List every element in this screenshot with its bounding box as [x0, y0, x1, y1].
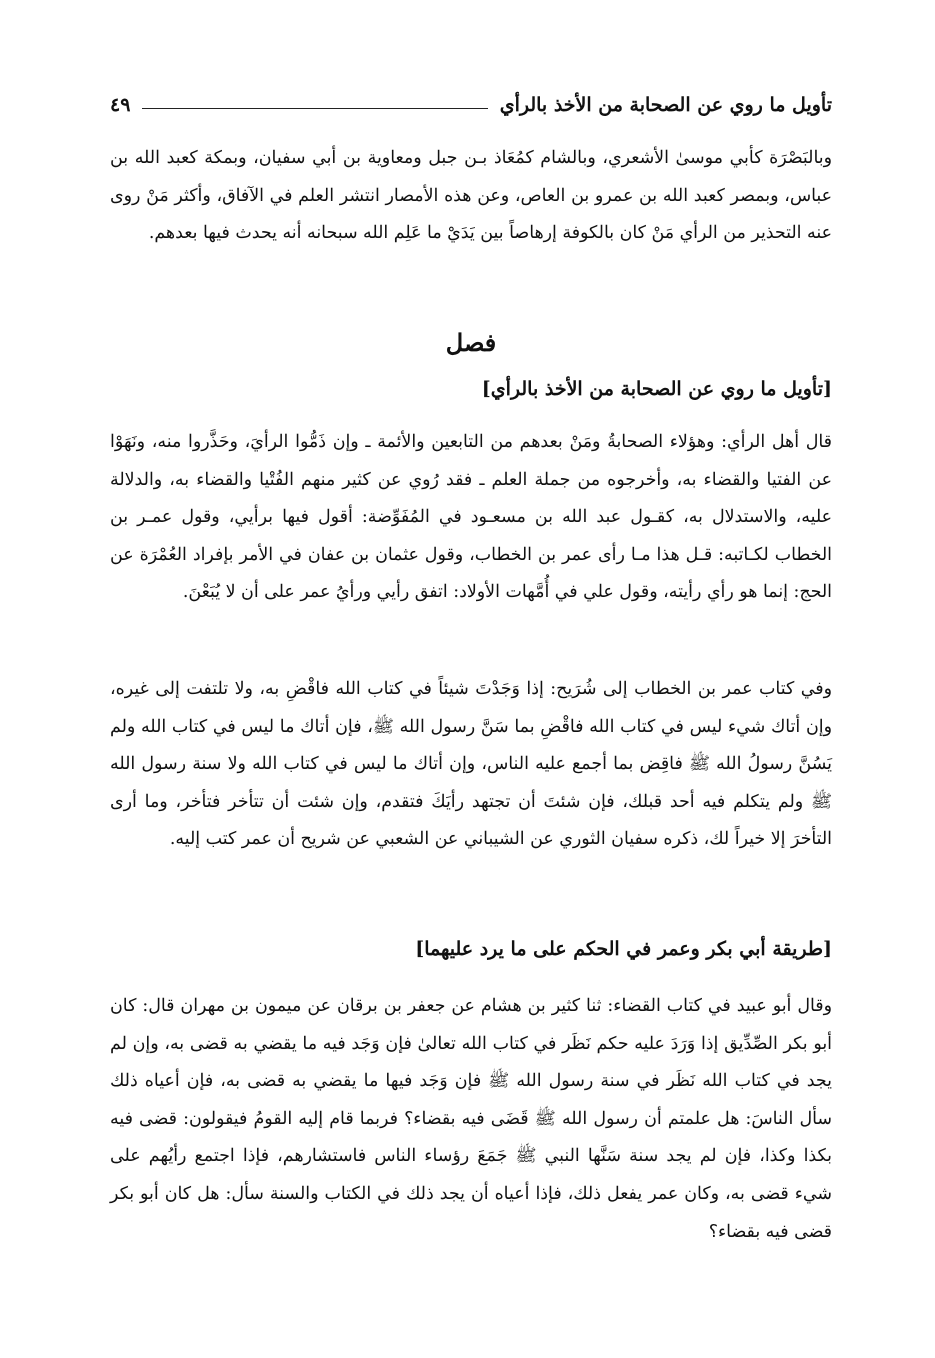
paragraph-2: قال أهل الرأي: وهؤلاء الصحابةُ ومَنْ بعدهم من التابعين والأئمة ـ وإن ذَمُّوا الرأيَ، وحَذَّروا منه، ونَهَوْا عن الفتيا والقضاء به، وأخرجوه من جملة العلم ـ فقد رُوي عن كثير منهم الفُتْيا والقضاء به، والدلالة عليه، والاستدلال به، كقـول عبد الله بن مسعـود في المُفَوِّضة: أقول فيها برأيي، وقول عمـر بن الخطاب لكـاتبه: قـل هذا مـا رأى عمر بن الخطاب، وقول عثمان بن عفان في الأمر بإفراد العُمْرَة عن الحج: إنما هو رأي رأيته، وقول علي في أُمَّهات الأولاد: اتفق رأيي ورأيُ عمر على أن لا يُبَعْنَ. — [110, 432, 832, 603]
page-number: ٤٩ — [110, 94, 131, 116]
paragraph-3: وفي كتاب عمر بن الخطاب إلى شُرَيح: إذا وَجَدْتَ شيئاً في كتاب الله فاقْضِ به، ولا تلتفت إلى غيره، وإن أتاك شيء ليس في كتاب الله فاقْضِ بما سَنَّ رسول الله ﷺ، فإن أتاك ما ليس في كتاب الله ولم يَسُنَّ رسولُ الله ﷺ فاقِض بما أجمع عليه الناس، وإن أتاك ما ليس في كتاب الله ولا سنة رسول الله ﷺ ولم يتكلم فيه أحد قبلك، فإن شئتَ أن تجتهد رأيَكَ فتقدم، وإن شئت أن تتأخر فتأخر، وما أرى التأخرَ إلا خيراً لك، ذكره سفيان الثوري عن الشيباني عن الشعبي عن شريح أن عمر كتب إليه. — [110, 679, 832, 850]
running-header — [110, 88, 832, 122]
paragraph-4: وقال أبو عبيد في كتاب القضاء: ثنا كثير بن هشام عن جعفر بن برقان عن ميمون بن مهران قال: كان أبو بكر الصِّدِّيق إذا وَرَدَ عليه حكم نَظَر في كتاب الله تعالىٰ فإن وَجَد فيه ما يقضي به قضى به، وإن لم يجد في كتاب الله نَظَر في سنة رسول الله ﷺ فإن وَجَد فيها ما يقضي به قضى به، فإن أعياه ذلك سأل الناسَ: هل علمتم أن رسول الله ﷺ قَضَى فيه بقضاء؟ فربما قام إليه القومُ فيقولون: قضى فيه بكذا وكذا، فإن لم يجد سنة سَنَّها النبي ﷺ جَمَعَ رؤساء الناس فاستشارهم، فإذا اجتمع رأيُهم على شيء قضى به، وكان عمر يفعل ذلك، فإذا أعياه أن يجد ذلك في الكتاب والسنة سأل: هل كان أبو بكر قضى فيه بقضاء؟ — [110, 996, 832, 1242]
subheading-1: [تأويل ما روي عن الصحابة من الأخذ بالرأي] — [481, 378, 832, 400]
header-rule — [142, 108, 487, 109]
subheading-2: [طريقة أبي بكر وعمر في الحكم على ما يرد عليهما] — [415, 938, 832, 960]
running-title: تأويل ما روي عن الصحابة من الأخذ بالرأي — [499, 94, 832, 116]
section-heading: فصل — [445, 328, 497, 357]
paragraph-1: وبالبَصْرَة كأبي موسىٰ الأشعري، وبالشام كمُعَاذ بـن جبل ومعاوية بن أبي سفيان، وبمكة كعبد الله بن عباس، وبمصر كعبد الله بن عمرو بن العاص، وعن هذه الأمصار انتشر العلم في الآفاق، وأكثر مَنْ روى عنه التحذير من الرأي مَنْ كان بالكوفة إرهاصاً بين يَدَيْ ما عَلِم الله سبحانه أنه يحدث فيها بعدهم. — [110, 148, 832, 244]
